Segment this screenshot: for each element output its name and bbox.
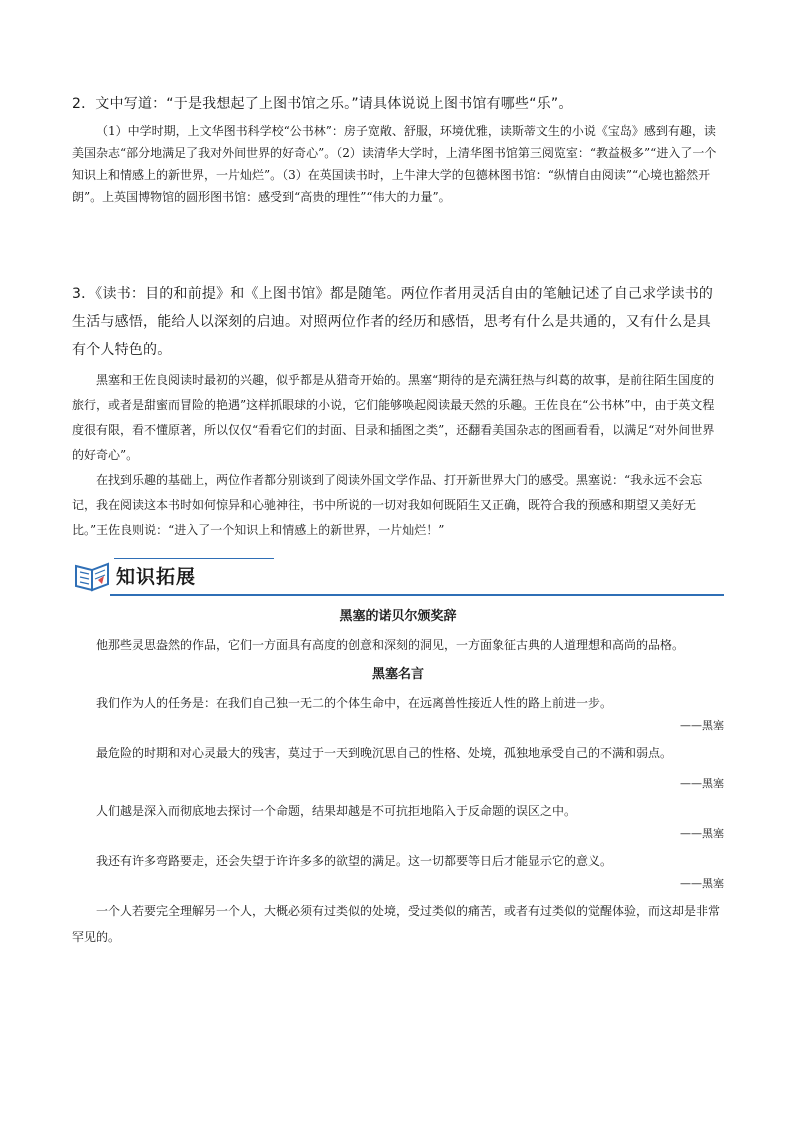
quote-author: ——黑塞	[680, 777, 724, 790]
section-underline	[110, 594, 724, 596]
speech-title: 黑塞的诺贝尔颁奖辞	[339, 609, 457, 624]
section-header	[72, 556, 724, 598]
question-3	[72, 280, 724, 543]
question-3-text: 3．《读书：目的和前提》和《上图书馆》都是随笔。两位作者用灵活自由的笔触记述了自己求学读书的生活与感悟，能给人以深刻的启迪。对照两位作者的经历和感悟，思考有什么是共通的，又有什么是具有个人特色的。	[72, 286, 714, 358]
closing-text: 一个人若要完全理解另一个人，大概必须有过类似的处境，受过类似的痛苦，或者有过类似的觉醒体验，而这却是非常罕见的。	[72, 904, 721, 944]
question-2-text: 2．文中写道：“于是我想起了上图书馆之乐。”请具体说说上图书馆有哪些“乐”。	[72, 96, 573, 112]
question-2-answer: （1）中学时期，上文华图书科学校“公书林”：房子宽敞、舒服，环境优雅，读斯蒂文生的小说《宝岛》感到有趣，读美国杂志“部分地满足了我对外间世界的好奇心”。（2）读清华大学时，上清华图书馆第三阅览室：“教益极多”“进入了一个知识上和情感上的新世界，一片灿烂”。（3）在英国读书时，上牛津大学的包德林图书馆：“纵情自由阅读”“心境也豁然开朗”。上英国博物馆的圆形图书馆：感受到“高贵的理性”“伟大的力量”。	[72, 124, 717, 204]
question-3-answer-paragraph-1: 黑塞和王佐良阅读时最初的兴趣，似乎都是从猎奇开始的。黑塞“期待的是充满狂热与纠葛的故事，是前往陌生国度的旅行，或者是甜蜜而冒险的艳遇”这样抓眼球的小说，它们能够唤起阅读最天然的乐趣。王佐良在“公书林”中，由于英文程度很有限，看不懂原著，所以仅仅“看看它们的封面、目录和插图之类”，还翻看美国杂志的图画看看，以满足“对外间世界的好奇心”。	[72, 373, 715, 462]
question-2	[72, 90, 724, 208]
quote-author: ——黑塞	[680, 827, 724, 840]
quote-author: ——黑塞	[680, 719, 724, 732]
open-book-icon	[72, 558, 114, 594]
question-3-answer-paragraph-2: 在找到乐趣的基础上，两位作者都分别谈到了阅读外国文学作品、打开新世界大门的感受。黑塞说：“我永远不会忘记，我在阅读这本书时如何惊异和心驰神往，书中所说的一切对我如何既陌生又正确，既符合我的预感和期望又美好无比。”王佐良则说：“进入了一个知识上和情感上的新世界，一片灿烂！”	[72, 473, 703, 537]
quote-text: 我还有许多弯路要走，还会失望于许许多多的欲望的满足。这一切都要等日后才能显示它的意义。	[96, 854, 613, 868]
extension-content	[72, 606, 724, 950]
quotes-title: 黑塞名言	[371, 667, 424, 682]
quote-author: ——黑塞	[680, 877, 724, 890]
section-title: 知识拓展	[116, 566, 197, 588]
quote-text: 我们作为人的任务是：在我们自己独一无二的个体生命中，在远离兽性接近人性的路上前进一步。	[96, 696, 613, 710]
section-top-rule	[114, 558, 274, 559]
speech-text: 他那些灵思盎然的作品，它们一方面具有高度的创意和深刻的洞见，一方面象征古典的人道理想和高尚的品格。	[96, 638, 685, 652]
quote-text: 人们越是深入而彻底地去探讨一个命题，结果却越是不可抗拒地陷入于反命题的误区之中。	[96, 804, 577, 818]
quote-text: 最危险的时期和对心灵最大的残害，莫过于一天到晚沉思自己的性格、处境，孤独地承受自己的不满和弱点。	[96, 746, 673, 760]
